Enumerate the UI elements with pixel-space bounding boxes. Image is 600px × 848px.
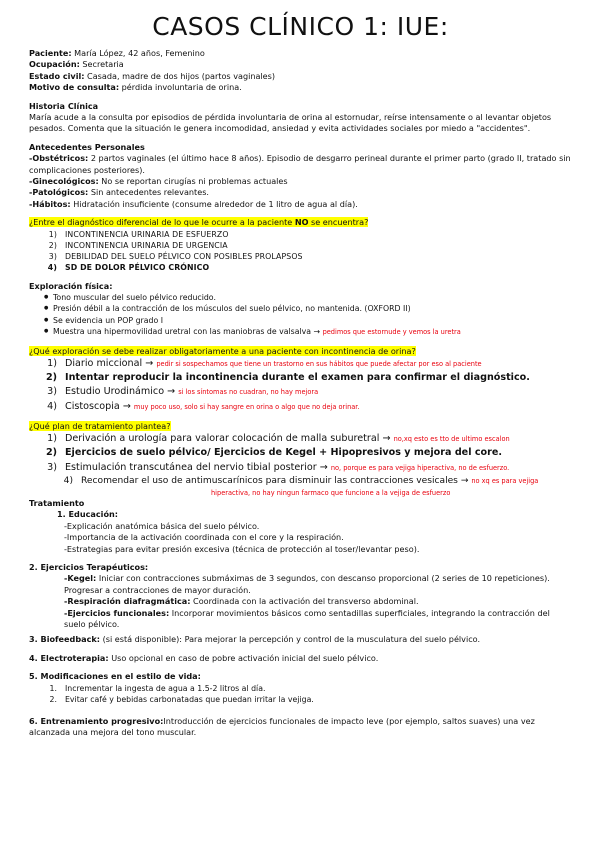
antecedent-value: Hidratación insuficiente (consume alrededor de 1 litro de agua al día). bbox=[70, 198, 358, 209]
antecedents-heading: Antecedentes Personales bbox=[29, 141, 145, 152]
exercises-title: 2. Ejercicios Terapéuticos: bbox=[29, 562, 149, 572]
exercise-breathing bbox=[29, 596, 572, 607]
option bbox=[29, 251, 572, 262]
exploration-list bbox=[29, 292, 572, 339]
option-correct bbox=[29, 371, 572, 385]
option bbox=[29, 240, 572, 251]
option bbox=[29, 385, 572, 399]
antecedent-label: -Hábitos: bbox=[29, 198, 71, 209]
item-number: 1. bbox=[49, 683, 57, 693]
list-item bbox=[29, 315, 572, 326]
patient-label: Paciente: bbox=[29, 48, 72, 58]
exercise-value: Coordinada con la activación del transverso abdominal. bbox=[190, 596, 419, 607]
red-note: pedir si sospechamos que tiene un trastorno en sus hábitos que puede afectar por eso al paciente bbox=[156, 359, 482, 368]
item-number: 2. bbox=[49, 694, 57, 704]
option-text: SD DE DOLOR PÉLVICO CRÓNICO bbox=[65, 263, 210, 273]
exercise-value: Incorporar movimientos básicos como sentadillas superficiales, integrando la contracción del suelo pélvico. bbox=[64, 607, 550, 630]
item-text: Presión débil a la contracción de los músculos del suelo pélvico, no mantenida. (OXFORD II) bbox=[53, 304, 411, 314]
antecedent-label: -Ginecológicos: bbox=[29, 176, 99, 187]
list-item bbox=[29, 292, 572, 303]
antecedent-label: -Patológicos: bbox=[29, 187, 89, 198]
question-1-options bbox=[29, 229, 572, 274]
lifestyle-list bbox=[29, 683, 572, 705]
progressive-line bbox=[29, 716, 572, 739]
option bbox=[29, 400, 572, 414]
exercise-functional bbox=[29, 608, 572, 631]
list-item bbox=[29, 694, 572, 705]
option-number: 4) bbox=[63, 475, 73, 486]
option-number: 1) bbox=[48, 229, 57, 239]
red-note: muy poco uso, solo si hay sangre en orina o algo que no deja orinar. bbox=[133, 402, 360, 411]
civil-status-line bbox=[29, 71, 572, 82]
occupation-line bbox=[29, 59, 572, 70]
biofeedback-label: 3. Biofeedback: bbox=[29, 634, 100, 645]
antecedent-value: Sin antecedentes relevantes. bbox=[88, 187, 209, 198]
option-text: Estudio Urodinámico → bbox=[65, 386, 179, 398]
biofeedback-line bbox=[29, 634, 572, 645]
red-note: no,xq esto es tto de ultimo escalon bbox=[393, 435, 510, 444]
exploration-heading: Exploración física: bbox=[29, 280, 113, 291]
option bbox=[29, 432, 572, 446]
item-text: Tono muscular del suelo pélvico reducido. bbox=[53, 292, 216, 302]
antecedent-habits bbox=[29, 199, 572, 210]
option bbox=[29, 357, 572, 371]
education-title: 1. Educación: bbox=[57, 509, 118, 520]
lifestyle-title: 5. Modificaciones en el estilo de vida: bbox=[29, 671, 201, 682]
option-text: INCONTINENCIA URINARIA DE URGENCIA bbox=[65, 240, 228, 250]
list-item bbox=[29, 683, 572, 694]
progressive-value: Introducción de ejercicios funcionales de impacto leve (por ejemplo, saltos suaves) una vez alcanzada una mejora del tono muscular. bbox=[29, 716, 535, 738]
option-number: 1) bbox=[47, 433, 57, 445]
option-text: Cistoscopia → bbox=[65, 400, 134, 412]
option-note-continuation bbox=[29, 487, 572, 498]
patient-info bbox=[29, 48, 572, 94]
education-line: -Importancia de la activación coordinada con el core y la respiración. bbox=[64, 532, 344, 543]
patient-value: María López, 42 años, Femenino bbox=[71, 48, 205, 58]
civil-status-label: Estado civil: bbox=[29, 70, 85, 81]
reason-value: pérdida involuntaria de orina. bbox=[119, 82, 242, 93]
option-correct bbox=[29, 446, 572, 460]
red-note: si los síntomas no cuadran, no hay mejora bbox=[178, 388, 319, 397]
option-number: 3) bbox=[47, 461, 57, 473]
red-note: no xq es para vejiga bbox=[471, 476, 539, 485]
history-heading: Historia Clínica bbox=[29, 100, 99, 111]
question-2 bbox=[29, 346, 572, 357]
list-item bbox=[29, 326, 572, 338]
option-correct bbox=[29, 262, 572, 273]
option-number: 3) bbox=[48, 252, 57, 262]
option bbox=[29, 229, 572, 240]
reason-line bbox=[29, 82, 572, 93]
exercise-kegel bbox=[29, 573, 572, 596]
biofeedback-value: (si está disponible): Para mejorar la percepción y control de la musculatura del suelo pélvico. bbox=[100, 634, 481, 645]
option-number: 3) bbox=[47, 386, 57, 398]
question-2-text: ¿Qué exploración se debe realizar obligatoriamente a una paciente con incontinencia de orina? bbox=[29, 345, 416, 356]
occupation-label: Ocupación: bbox=[29, 59, 80, 70]
antecedent-pathologic bbox=[29, 187, 572, 198]
option-number: 2) bbox=[45, 372, 57, 384]
exercise-label: -Kegel: bbox=[64, 573, 97, 584]
option-text: Diario miccional → bbox=[65, 357, 157, 369]
option-text: DEBILIDAD DEL SUELO PÉLVICO CON POSIBLES PROLAPSOS bbox=[65, 252, 303, 262]
item-text: Evitar café y bebidas carbonatadas que puedan irritar la vejiga. bbox=[65, 694, 314, 704]
question-1-emphasis: NO bbox=[294, 217, 309, 228]
question-3 bbox=[29, 421, 572, 432]
electro-value: Uso opcional en caso de pobre activación inicial del suelo pélvico. bbox=[108, 652, 379, 663]
antecedent-value: 2 partos vaginales (el último hace 8 años). Episodio de desgarro perineal durante el primer parto (grado II, tratado sin complicaciones posteriores). bbox=[29, 153, 571, 175]
antecedent-label: -Obstétricos: bbox=[29, 153, 89, 164]
option-number: 4) bbox=[47, 400, 57, 412]
electro-label: 4. Electroterapia: bbox=[29, 652, 109, 663]
occupation-value: Secretaria bbox=[79, 59, 124, 70]
exercise-label: -Respiración diafragmática: bbox=[64, 596, 191, 607]
progressive-label: 6. Entrenamiento progresivo: bbox=[29, 716, 164, 727]
item-text: Incrementar la ingesta de agua a 1.5-2 litros al día. bbox=[65, 683, 266, 693]
question-2-options bbox=[29, 357, 572, 414]
option bbox=[29, 475, 572, 487]
education-line: -Explicación anatómica básica del suelo pélvico. bbox=[64, 520, 260, 531]
exercise-label: -Ejercicios funcionales: bbox=[64, 607, 170, 618]
option-number: 2) bbox=[48, 240, 57, 250]
exercise-value: Iniciar con contracciones submáximas de 3 segundos, con descanso proporcional (2 series de 10 repeticiones). Progresar a contracciones de mayor duración. bbox=[64, 573, 550, 595]
civil-status-value: Casada, madre de dos hijos (partos vaginales) bbox=[84, 70, 276, 81]
page-title: CASOS CLÍNICO 1: IUE: bbox=[152, 12, 449, 41]
education-line: -Estrategias para evitar presión excesiva (técnica de protección al toser/levantar peso). bbox=[64, 543, 420, 554]
electro-line bbox=[29, 653, 572, 664]
option-text: Derivación a urología para valorar colocación de malla suburetral → bbox=[65, 433, 394, 445]
antecedent-gynecologic bbox=[29, 176, 572, 187]
reason-label: Motivo de consulta: bbox=[29, 82, 120, 93]
option-text: Recomendar el uso de antimuscarínicos para disminuir las contracciones vesicales → bbox=[81, 475, 472, 486]
option-text: INCONTINENCIA URINARIA DE ESFUERZO bbox=[65, 229, 229, 239]
question-1-text-c: se encuentra? bbox=[308, 217, 369, 228]
red-note: pedimos que estornude y vemos la uretra bbox=[322, 328, 461, 337]
patient-line bbox=[29, 48, 572, 59]
history-text: María acude a la consulta por episodios de pérdida involuntaria de orina al estornudar, reírse intensamente o al levantar objetos pesados. Comenta que la situación le genera incomodidad, ansiedad y evita actividades sociales por miedo a "accidentes". bbox=[29, 112, 552, 134]
question-3-text: ¿Qué plan de tratamiento plantea? bbox=[29, 420, 171, 431]
question-3-options bbox=[29, 432, 572, 487]
question-1 bbox=[29, 217, 572, 228]
item-text: Muestra una hipermovilidad uretral con las maniobras de valsalva → bbox=[53, 327, 323, 337]
treatment-heading: Tratamiento bbox=[29, 497, 85, 508]
red-note: no, porque es para vejiga hiperactiva, no de esfuerzo. bbox=[330, 463, 510, 472]
red-note: hiperactiva, no hay ningun farmaco que funcione a la vejiga de esfuerzo bbox=[211, 488, 451, 497]
option-number: 2) bbox=[45, 447, 57, 459]
question-1-text-a: ¿Entre el diagnóstico diferencial de lo que le ocurre a la paciente bbox=[29, 217, 295, 228]
option-number: 4) bbox=[47, 263, 57, 273]
option-text: Estimulación transcutánea del nervio tibial posterior → bbox=[65, 461, 331, 473]
option-text: Ejercicios de suelo pélvico/ Ejercicios de Kegel + Hipopresivos y mejora del core. bbox=[65, 447, 502, 459]
item-text: Se evidencia un POP grado I bbox=[53, 315, 164, 325]
option-number: 1) bbox=[47, 357, 57, 369]
antecedent-obstetric bbox=[29, 153, 572, 176]
antecedent-value: No se reportan cirugías ni problemas actuales bbox=[98, 176, 288, 187]
option bbox=[29, 461, 572, 475]
option-text: Intentar reproducir la incontinencia durante el examen para confirmar el diagnóstico. bbox=[65, 372, 530, 384]
list-item bbox=[29, 303, 572, 314]
